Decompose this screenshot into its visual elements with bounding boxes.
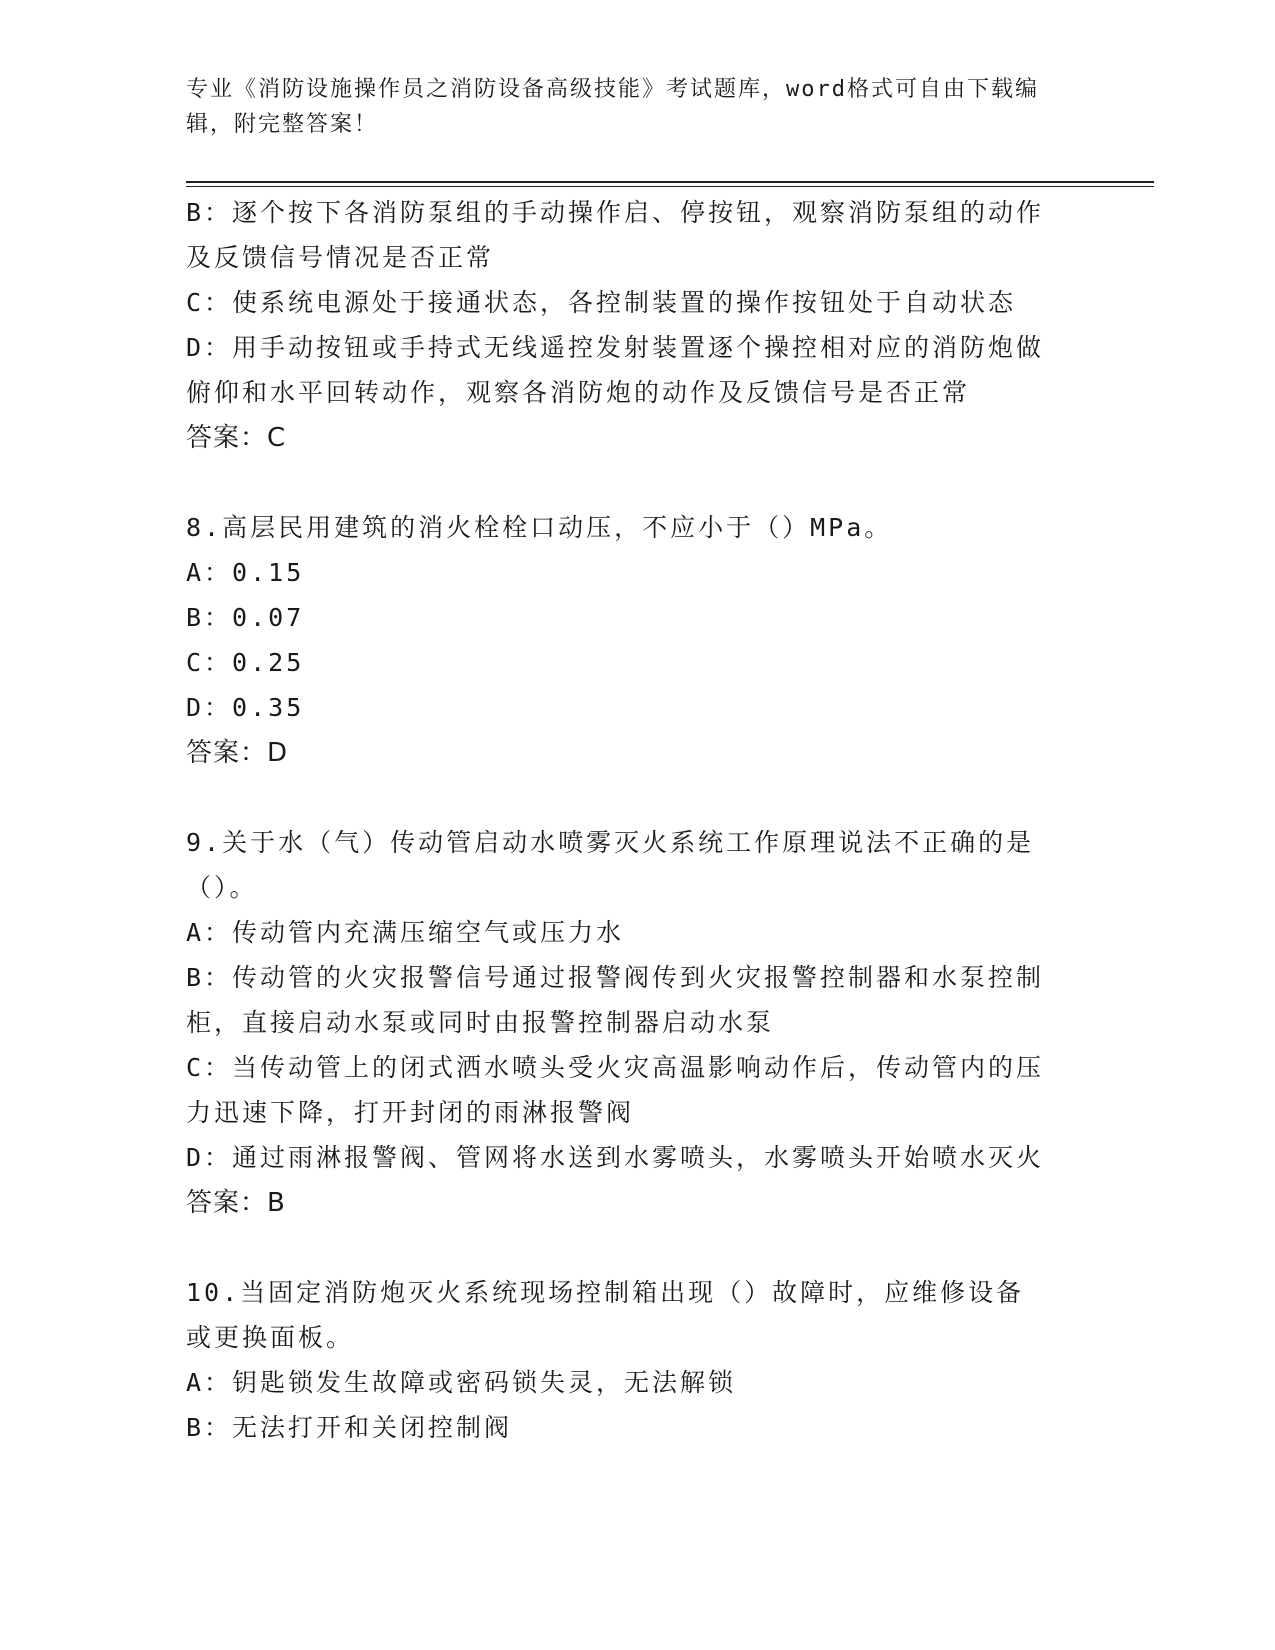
document-header: 专业《消防设施操作员之消防设备高级技能》考试题库，word格式可自由下载编辑，附完整答案！ — [186, 77, 1039, 137]
question-stem: 8.高层民用建筑的消火栓栓口动压，不应小于（）MPa。 — [186, 513, 893, 542]
option-b: B：无法打开和关闭控制阀 — [186, 1413, 513, 1442]
option-b: B：传动管的火灾报警信号通过报警阀传到火灾报警控制器和水泵控制柜，直接启动水泵或同时由报警控制器启动水泵 — [186, 963, 1045, 1037]
question-content — [186, 190, 1046, 1450]
question-stem: 9.关于水（气）传动管启动水喷雾灭火系统工作原理说法不正确的是（）。 — [186, 828, 1035, 902]
answer: 答案：D — [186, 738, 289, 768]
option-a: A：0.15 — [186, 558, 305, 587]
option-d: D：用手动按钮或手持式无线遥控发射装置逐个操控相对应的消防炮做俯仰和水平回转动作，观察各消防炮的动作及反馈信号是否正常 — [186, 333, 1045, 407]
option-b: B：0.07 — [186, 603, 305, 632]
question-block-9 — [186, 820, 1046, 1226]
option-c: C：使系统电源处于接通状态，各控制装置的操作按钮处于自动状态 — [186, 288, 1017, 317]
option-c: C：0.25 — [186, 648, 305, 677]
question-stem: 10.当固定消防炮灭火系统现场控制箱出现（）故障时，应维修设备或更换面板。 — [186, 1278, 1025, 1352]
header-divider — [186, 181, 1154, 187]
question-block-10 — [186, 1270, 1046, 1450]
question-block-8 — [186, 505, 1046, 776]
answer: 答案：B — [186, 1188, 286, 1218]
answer: 答案：C — [186, 423, 287, 453]
question-block-7-continued — [186, 190, 1046, 461]
option-c: C：当传动管上的闭式洒水喷头受火灾高温影响动作后，传动管内的压力迅速下降，打开封闭的雨淋报警阀 — [186, 1053, 1045, 1127]
option-d: D：0.35 — [186, 693, 305, 722]
document-page — [186, 72, 1146, 1450]
option-a: A：传动管内充满压缩空气或压力水 — [186, 918, 625, 947]
option-b: B：逐个按下各消防泵组的手动操作启、停按钮，观察消防泵组的动作及反馈信号情况是否正常 — [186, 198, 1045, 272]
option-a: A：钥匙锁发生故障或密码锁失灵，无法解锁 — [186, 1368, 737, 1397]
option-d: D：通过雨淋报警阀、管网将水送到水雾喷头，水雾喷头开始喷水灭火 — [186, 1143, 1045, 1172]
